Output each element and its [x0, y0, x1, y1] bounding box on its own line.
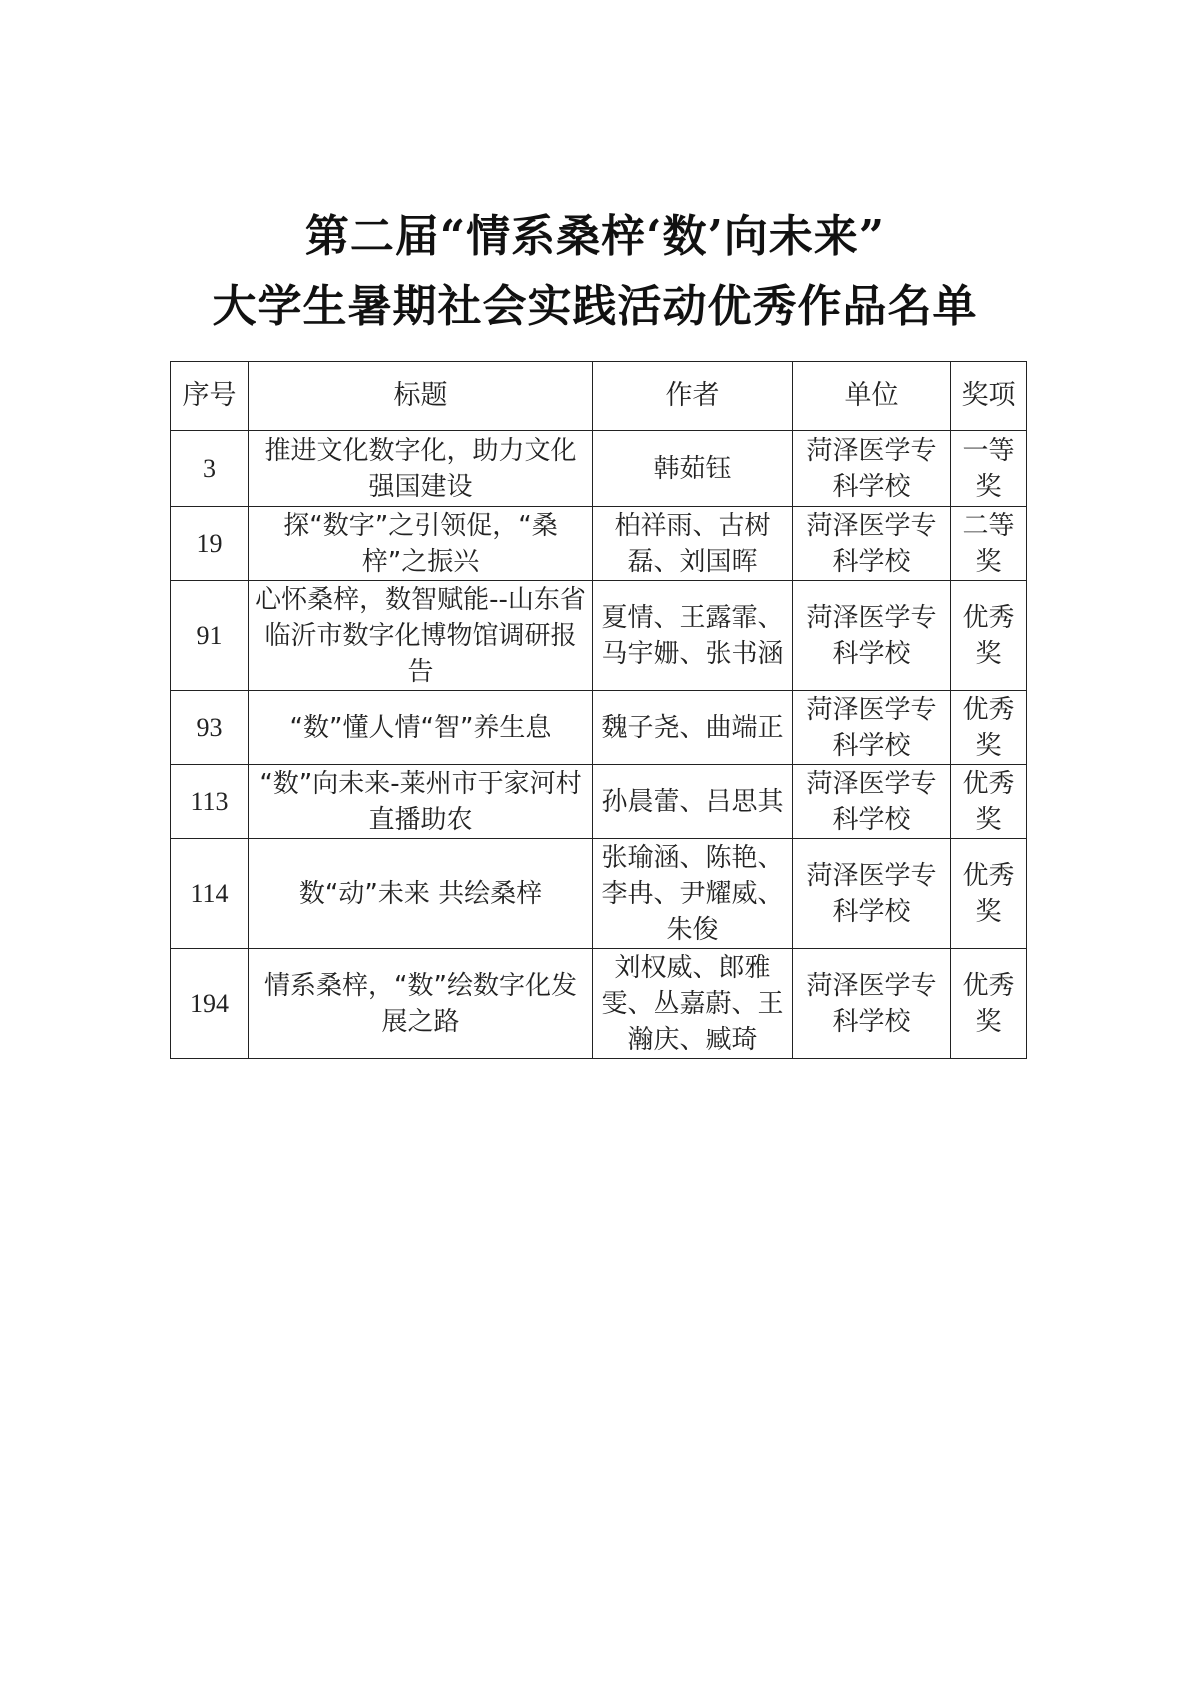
cell-title: 数“动”未来 共绘桑梓 — [249, 839, 593, 949]
cell-no: 113 — [171, 765, 249, 839]
cell-unit: 菏泽医学专科学校 — [793, 507, 951, 581]
table-row — [171, 431, 1027, 507]
cell-authors: 刘权威、郎雅雯、丛嘉蔚、王瀚庆、臧琦 — [593, 949, 793, 1059]
table-row — [171, 839, 1027, 949]
cell-unit: 菏泽医学专科学校 — [793, 581, 951, 691]
cell-authors: 夏情、王露霏、马宇姗、张书涵 — [593, 581, 793, 691]
cell-title: 探“数字”之引领促，“桑梓”之振兴 — [249, 507, 593, 581]
table-header-row — [171, 362, 1027, 431]
cell-unit: 菏泽医学专科学校 — [793, 691, 951, 765]
header-unit: 单位 — [793, 362, 951, 431]
cell-authors: 魏子尧、曲端正 — [593, 691, 793, 765]
cell-unit: 菏泽医学专科学校 — [793, 949, 951, 1059]
cell-no: 114 — [171, 839, 249, 949]
cell-authors: 孙晨蕾、吕思其 — [593, 765, 793, 839]
cell-unit: 菏泽医学专科学校 — [793, 765, 951, 839]
cell-award: 一等奖 — [951, 431, 1027, 507]
header-title: 标题 — [249, 362, 593, 431]
table-row — [171, 507, 1027, 581]
cell-no: 3 — [171, 431, 249, 507]
cell-no: 194 — [171, 949, 249, 1059]
cell-award: 二等奖 — [951, 507, 1027, 581]
cell-unit: 菏泽医学专科学校 — [793, 839, 951, 949]
cell-title: “数”懂人情“智”养生息 — [249, 691, 593, 765]
cell-title: “数”向未来-莱州市于家河村直播助农 — [249, 765, 593, 839]
cell-authors: 韩茹钰 — [593, 431, 793, 507]
table-row — [171, 581, 1027, 691]
cell-award: 优秀奖 — [951, 765, 1027, 839]
cell-title: 心怀桑梓，数智赋能--山东省临沂市数字化博物馆调研报告 — [249, 581, 593, 691]
header-no: 序号 — [171, 362, 249, 431]
header-award: 奖项 — [951, 362, 1027, 431]
awards-table — [170, 361, 1027, 1059]
document-title — [0, 202, 1190, 342]
table-row — [171, 765, 1027, 839]
cell-authors: 张瑜涵、陈艳、李冉、尹耀威、朱俊 — [593, 839, 793, 949]
table-row — [171, 949, 1027, 1059]
table-row — [171, 691, 1027, 765]
cell-award: 优秀奖 — [951, 581, 1027, 691]
cell-unit: 菏泽医学专科学校 — [793, 431, 951, 507]
cell-no: 19 — [171, 507, 249, 581]
cell-award: 优秀奖 — [951, 691, 1027, 765]
cell-award: 优秀奖 — [951, 949, 1027, 1059]
title-line-1: 第二届“情系桑梓‘数’向未来” — [304, 211, 886, 262]
cell-title: 情系桑梓，“数”绘数字化发展之路 — [249, 949, 593, 1059]
cell-no: 93 — [171, 691, 249, 765]
cell-no: 91 — [171, 581, 249, 691]
cell-title: 推进文化数字化，助力文化强国建设 — [249, 431, 593, 507]
title-line-2: 大学生暑期社会实践活动优秀作品名单 — [212, 281, 978, 332]
header-authors: 作者 — [593, 362, 793, 431]
cell-award: 优秀奖 — [951, 839, 1027, 949]
cell-authors: 柏祥雨、古树磊、刘国晖 — [593, 507, 793, 581]
